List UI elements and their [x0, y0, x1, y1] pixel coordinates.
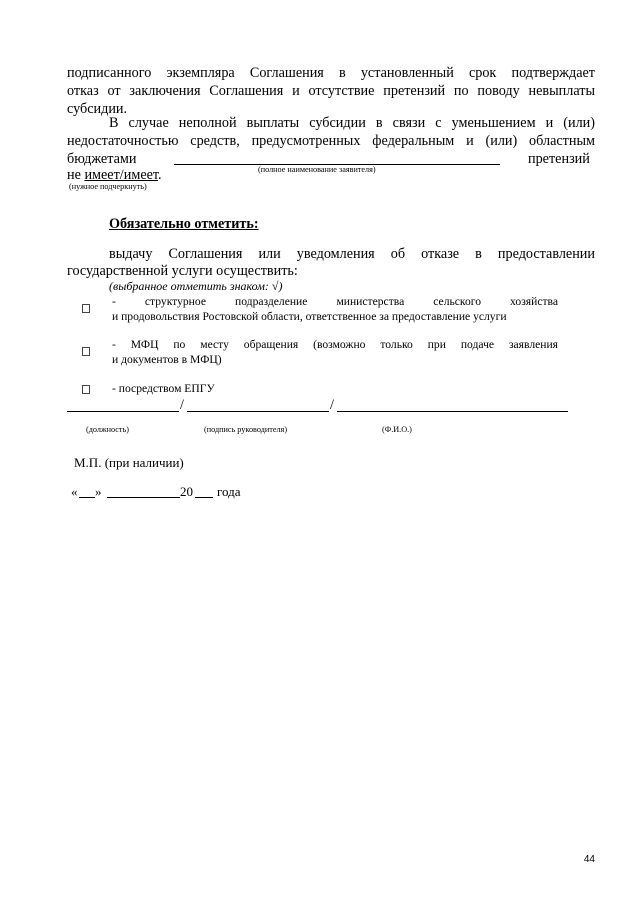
- para2-line1: В случае неполной выплаты субсидии в связи с уменьшением и (или): [109, 115, 595, 131]
- name-caption: (Ф.И.О.): [382, 425, 412, 434]
- para2-line4-prefix: не: [67, 167, 85, 183]
- para1-line1: подписанного экземпляра Соглашения в установленный срок подтверждает: [67, 65, 595, 81]
- date-day-line[interactable]: [79, 497, 95, 498]
- has-choice[interactable]: имеет/имеет: [84, 167, 159, 183]
- option-department-line2: и продовольствия Ростовской области, ответственное за предоставление услуги: [112, 310, 507, 323]
- date-month-line[interactable]: [107, 497, 180, 498]
- para2-line4-suffix: .: [158, 167, 162, 183]
- date-open-quote: «: [71, 484, 78, 499]
- option-epgu-line1: - посредством ЕПГУ: [112, 382, 215, 395]
- note-hint: (выбранное отметить знаком: √): [109, 279, 283, 293]
- para2-line3-end: претензий: [528, 151, 590, 167]
- signature-separator-1: /: [180, 397, 184, 413]
- signature-caption: (подпись руководителя): [204, 425, 288, 434]
- page-number: 44: [583, 854, 595, 865]
- name-line[interactable]: [337, 411, 568, 412]
- para2-line3-start: бюджетами: [67, 151, 137, 167]
- position-line[interactable]: [67, 411, 179, 412]
- para2-line2: недостаточностью средств, предусмотренных федеральным и (или) областным: [67, 133, 595, 149]
- note-line2: государственной услуги осуществить:: [67, 263, 298, 279]
- signature-line[interactable]: [187, 411, 329, 412]
- underline-caption: (нужное подчеркнуть): [69, 182, 147, 191]
- option-mfc-line1: - МФЦ по месту обращения (возможно только при подаче заявления: [112, 338, 558, 351]
- applicant-caption: (полное наименование заявителя): [258, 165, 376, 174]
- position-caption: (должность): [86, 425, 129, 434]
- para1-line3: субсидии.: [67, 101, 128, 117]
- date-year-line[interactable]: [195, 497, 213, 498]
- date-century: 20: [180, 484, 193, 499]
- option-checkbox-epgu[interactable]: [82, 385, 90, 394]
- note-line1: выдачу Соглашения или уведомления об отказе в предоставлении: [109, 246, 595, 262]
- signature-separator-2: /: [330, 397, 334, 413]
- option-checkbox-department[interactable]: [82, 304, 90, 313]
- option-mfc-line2: и документов в МФЦ): [112, 353, 222, 366]
- option-checkbox-mfc[interactable]: [82, 347, 90, 356]
- stamp-label: М.П. (при наличии): [74, 455, 184, 470]
- note-heading: Обязательно отметить:: [109, 216, 259, 232]
- date-close-quote: »: [95, 484, 102, 499]
- option-department-line1: - структурное подразделение министерства сельского хозяйства: [112, 295, 558, 308]
- para1-line2: отказ от заключения Соглашения и отсутствие претензий по поводу невыплаты: [67, 83, 595, 99]
- date-suffix: года: [217, 484, 241, 499]
